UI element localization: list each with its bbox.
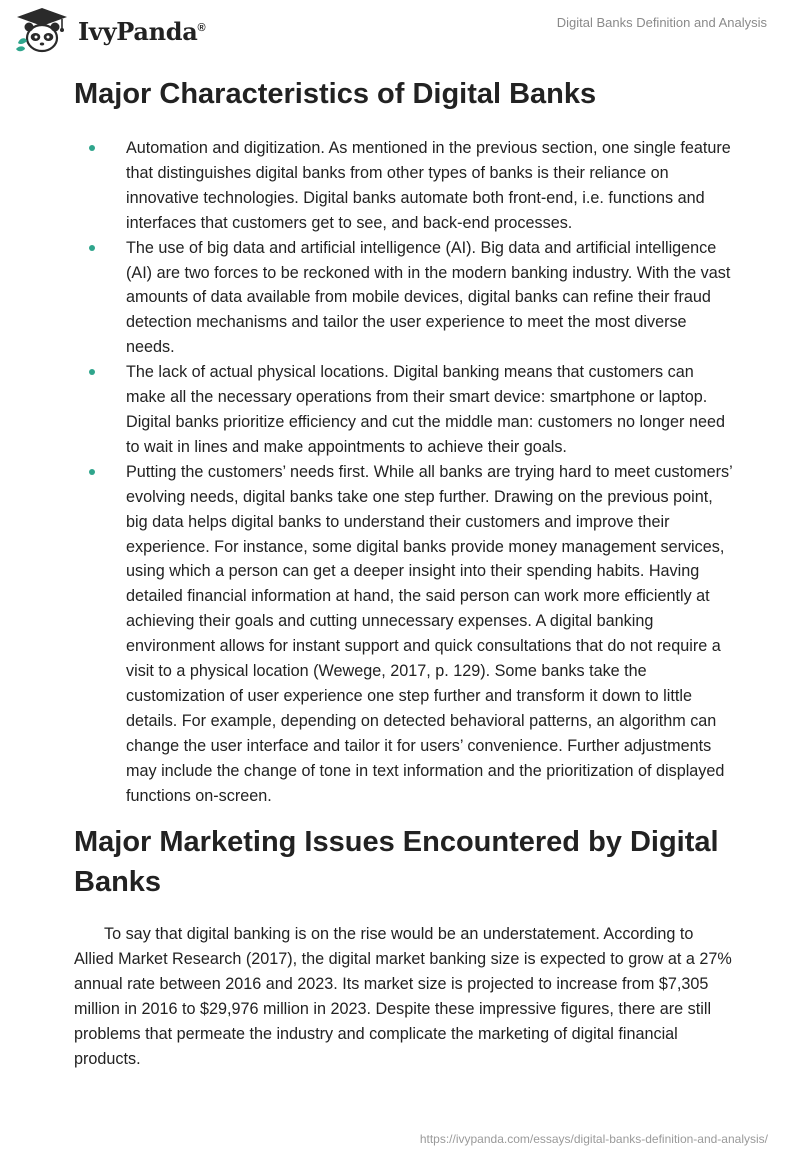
bullet-icon	[89, 245, 95, 251]
document-title: Digital Banks Definition and Analysis	[556, 15, 767, 30]
page-header	[0, 0, 800, 60]
section-heading-marketing-issues: Major Marketing Issues Encountered by Digital Banks	[74, 826, 719, 899]
ivypanda-logo[interactable]	[14, 7, 205, 55]
bullet-icon	[89, 369, 95, 375]
list-item-text: The use of big data and artificial intelligence (AI). Big data and artificial intelligence (AI) are two forces to be reckoned with in the modern banking industry. With the vast amounts of data available from mobile devices, digital banks can refine their fraud detection mechanisms and tailor the user experience to meet the most diverse needs.	[126, 238, 731, 357]
panda-graduate-icon	[14, 7, 70, 55]
body-paragraph: To say that digital banking is on the rise would be an understatement. According to Allied Market Research (2017), the digital market banking size is expected to grow at a 27% annual rate between 2016 and 2023. Its market size is projected to increase from $7,305 million in 2016 to $29,976 million in 2023. Despite these impressive figures, there are still problems that permeate the industry and complicate the marketing of digital financial products.	[74, 925, 732, 1068]
registered-mark: ®	[197, 21, 206, 34]
article-body	[74, 70, 734, 1072]
list-item-text: The lack of actual physical locations. Digital banking means that customers can make all the necessary operations from their smart device: smartphone or laptop. Digital banks prioritize efficiency and cut the middle man: customers no longer need to wait in lines and make appointments to achieve their goals.	[126, 363, 725, 456]
source-url[interactable]: https://ivypanda.com/essays/digital-banks-definition-and-analysis/	[419, 1132, 768, 1146]
list-item-text: Putting the customers’ needs first. While all banks are trying hard to meet customers’ evolving needs, digital banks take one step further. Drawing on the previous point, big data helps digital banks to understand their customers and improve their experience. For instance, some digital banks provide money management services, using which a person can get a deeper insight into their spending habits. Having detailed financial information at hand, the said person can work more efficiently at achieving their goals and cutting unnecessary expenses. A digital banking environment allows for instant support and quick consultations that do not require a visit to a physical location (Wewege, 2017, p. 129). Some banks take the customization of user experience one step further and transform it down to little details. For example, depending on detected behavioral patterns, an algorithm can change the user interface and tailor it for users’ convenience. Further adjustments may include the change of tone in text information and the prioritization of displayed functions on-screen.	[126, 462, 733, 805]
logo-wordmark: IvyPanda®	[78, 16, 206, 46]
bullet-icon	[89, 469, 95, 475]
characteristics-list	[74, 136, 734, 808]
section-heading-characteristics: Major Characteristics of Digital Banks	[74, 78, 597, 110]
list-item	[74, 460, 734, 809]
bullet-icon	[89, 145, 95, 151]
list-item-text: Automation and digitization. As mentioned in the previous section, one single feature that distinguishes digital banks from other types of banks is their reliance on innovative technologies. Digital banks automate both front-end, i.e. functions and interfaces that customers get to see, and back-end processes.	[126, 139, 731, 232]
list-item	[74, 136, 734, 236]
list-item	[74, 360, 734, 460]
list-item	[74, 236, 734, 361]
